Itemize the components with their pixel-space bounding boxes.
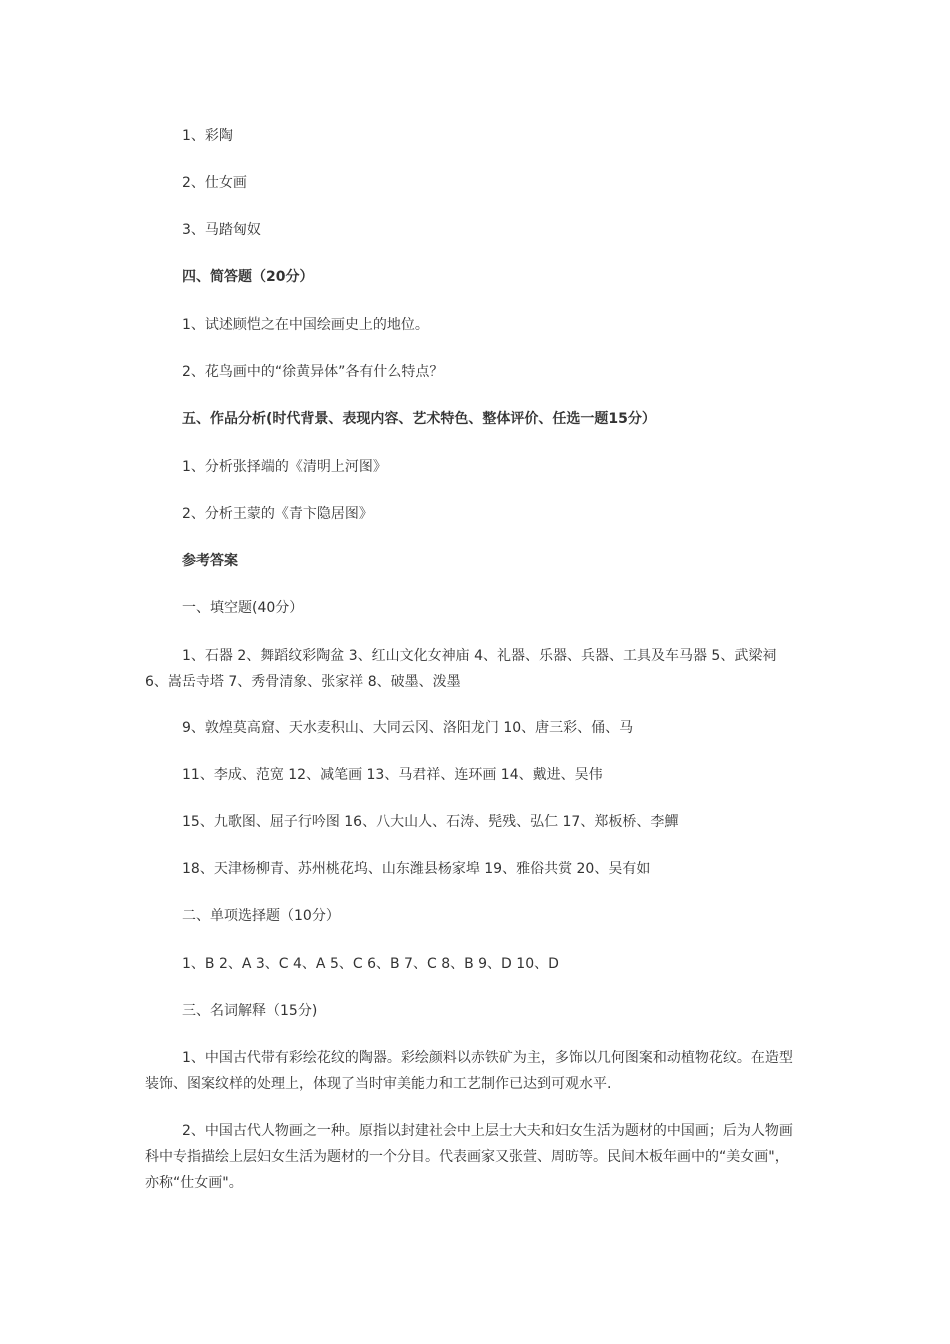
answer-term-1: 1、中国古代带有彩绘花纹的陶器。彩绘颜料以赤铁矿为主，多饰以几何图案和动植物花纹。在造型装饰、图案纹样的处理上，体现了当时审美能力和工艺制作已达到可观水平.: [145, 1050, 793, 1092]
answer-fill-blank-1-8: 1、石器 2、舞蹈纹彩陶盆 3、红山文化女神庙 4、礼器、乐器、兵器、工具及车马器 5、武梁祠 6、嵩岳寺塔 7、秀骨清象、张家祥 8、破墨、泼墨: [145, 648, 777, 690]
question-analysis-2: 2、分析王蒙的《青卞隐居图》: [182, 506, 373, 522]
answer-fill-blank-15-17: 15、九歌图、屈子行吟图 16、八大山人、石涛、髡残、弘仁 17、郑板桥、李鱓: [182, 814, 679, 830]
answer-section-single-choice: 二、单项选择题（10分）: [182, 908, 340, 924]
answer-section-terms: 三、名词解释（15分): [182, 1003, 318, 1019]
question-term-2: 2、仕女画: [182, 175, 247, 191]
section-heading-analysis: 五、作品分析(时代背景、表现内容、艺术特色、整体评价、任选一题15分）: [182, 411, 656, 427]
section-heading-short-answer: 四、简答题（20分）: [182, 269, 314, 285]
answer-fill-blank-11-14: 11、李成、范宽 12、减笔画 13、马君祥、连环画 14、戴进、吴伟: [182, 767, 603, 783]
question-short-answer-1: 1、试述顾恺之在中国绘画史上的地位。: [182, 317, 429, 333]
answer-section-fill-blank: 一、填空题(40分）: [182, 600, 304, 616]
answer-fill-blank-9-10: 9、敦煌莫高窟、天水麦积山、大同云冈、洛阳龙门 10、唐三彩、俑、马: [182, 720, 634, 736]
question-analysis-1: 1、分析张择端的《清明上河图》: [182, 459, 387, 475]
answer-fill-blank-18-20: 18、天津杨柳青、苏州桃花坞、山东潍县杨家埠 19、雅俗共赏 20、吴有如: [182, 861, 651, 877]
answer-key-heading: 参考答案: [182, 553, 238, 569]
question-term-1: 1、彩陶: [182, 128, 233, 144]
answer-single-choice: 1、B 2、A 3、C 4、A 5、C 6、B 7、C 8、B 9、D 10、D: [182, 956, 559, 972]
question-short-answer-2: 2、花鸟画中的“徐黄异体”各有什么特点？: [182, 364, 444, 380]
answer-term-2: 2、中国古代人物画之一种。原指以封建社会中上层士大夫和妇女生活为题材的中国画；后为人物画科中专指描绘上层妇女生活为题材的一个分目。代表画家又张萱、周昉等。民间木板年画中的“美女画"，亦称“仕女画"。: [145, 1123, 793, 1191]
question-term-3: 3、马踏匈奴: [182, 222, 261, 238]
